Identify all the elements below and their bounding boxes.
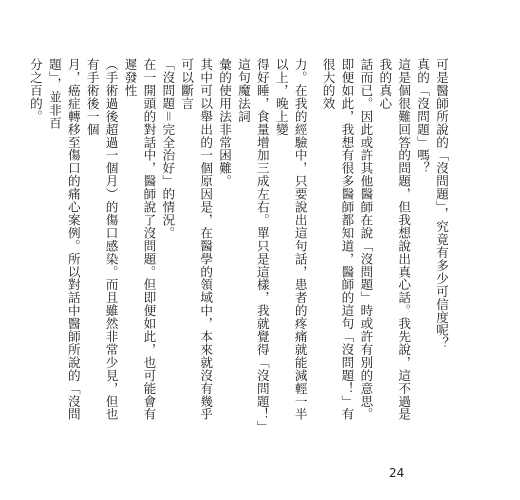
paragraph-4-cont-1: 力。在我的經驗中，只要說出這句話，患者的疼痛就能減輕一半以上，晚上變 — [273, 58, 308, 421]
paragraph-6-cont-3: 分之百的。 — [27, 58, 43, 123]
paragraph-3-cont: 話而已。因此或許其他醫師在說「沒問題」時或許有別的意思。 — [358, 58, 374, 421]
paragraph-6-cont-2: 月，癌症轉移至傷口的痛心案例。所以對話中醫師所說的「沒問題」，並非百 — [46, 58, 81, 421]
paragraph-6-cont-1: （手術過後超過一個月）的傷口感染。而且雖然非常少見，但也有手術後一個 — [84, 58, 119, 421]
paragraph-5: 其中可以舉出的一個原因是，在醫學的領域中，本來就沒有幾乎可以斷言 — [179, 58, 214, 421]
paragraph-5-cont: 「沒問題＝完全治好」的情況。 — [160, 58, 176, 240]
body-text — [27, 58, 450, 430]
paragraph-1: 可是醫師所說的「沒問題」，究竟有多少可信度呢？ — [434, 58, 449, 350]
paragraph-3: 這是個很難回答的問題，但我想說出真心話。我先說，這不過是我的真心 — [377, 58, 412, 421]
paragraph-4-cont-2: 得好睡，食量增加三成左右。單只是這樣，我就覺得「沒問題！」這句魔法詞 — [235, 58, 270, 428]
paragraph-2: 真的「沒問題」嗎？ — [415, 58, 431, 175]
paragraph-4-cont-3: 彙的使用法非常困難。 — [217, 58, 233, 188]
paragraph-4: 即便如此，我想有很多醫師都知道，醫師的這句「沒問題！」有很大的效 — [320, 58, 355, 421]
paragraph-6: 在一開頭的對話中，醫師說了沒問題。但即便如此，也可能會有遲發性 — [122, 58, 157, 421]
page-number: 24 — [389, 466, 405, 480]
